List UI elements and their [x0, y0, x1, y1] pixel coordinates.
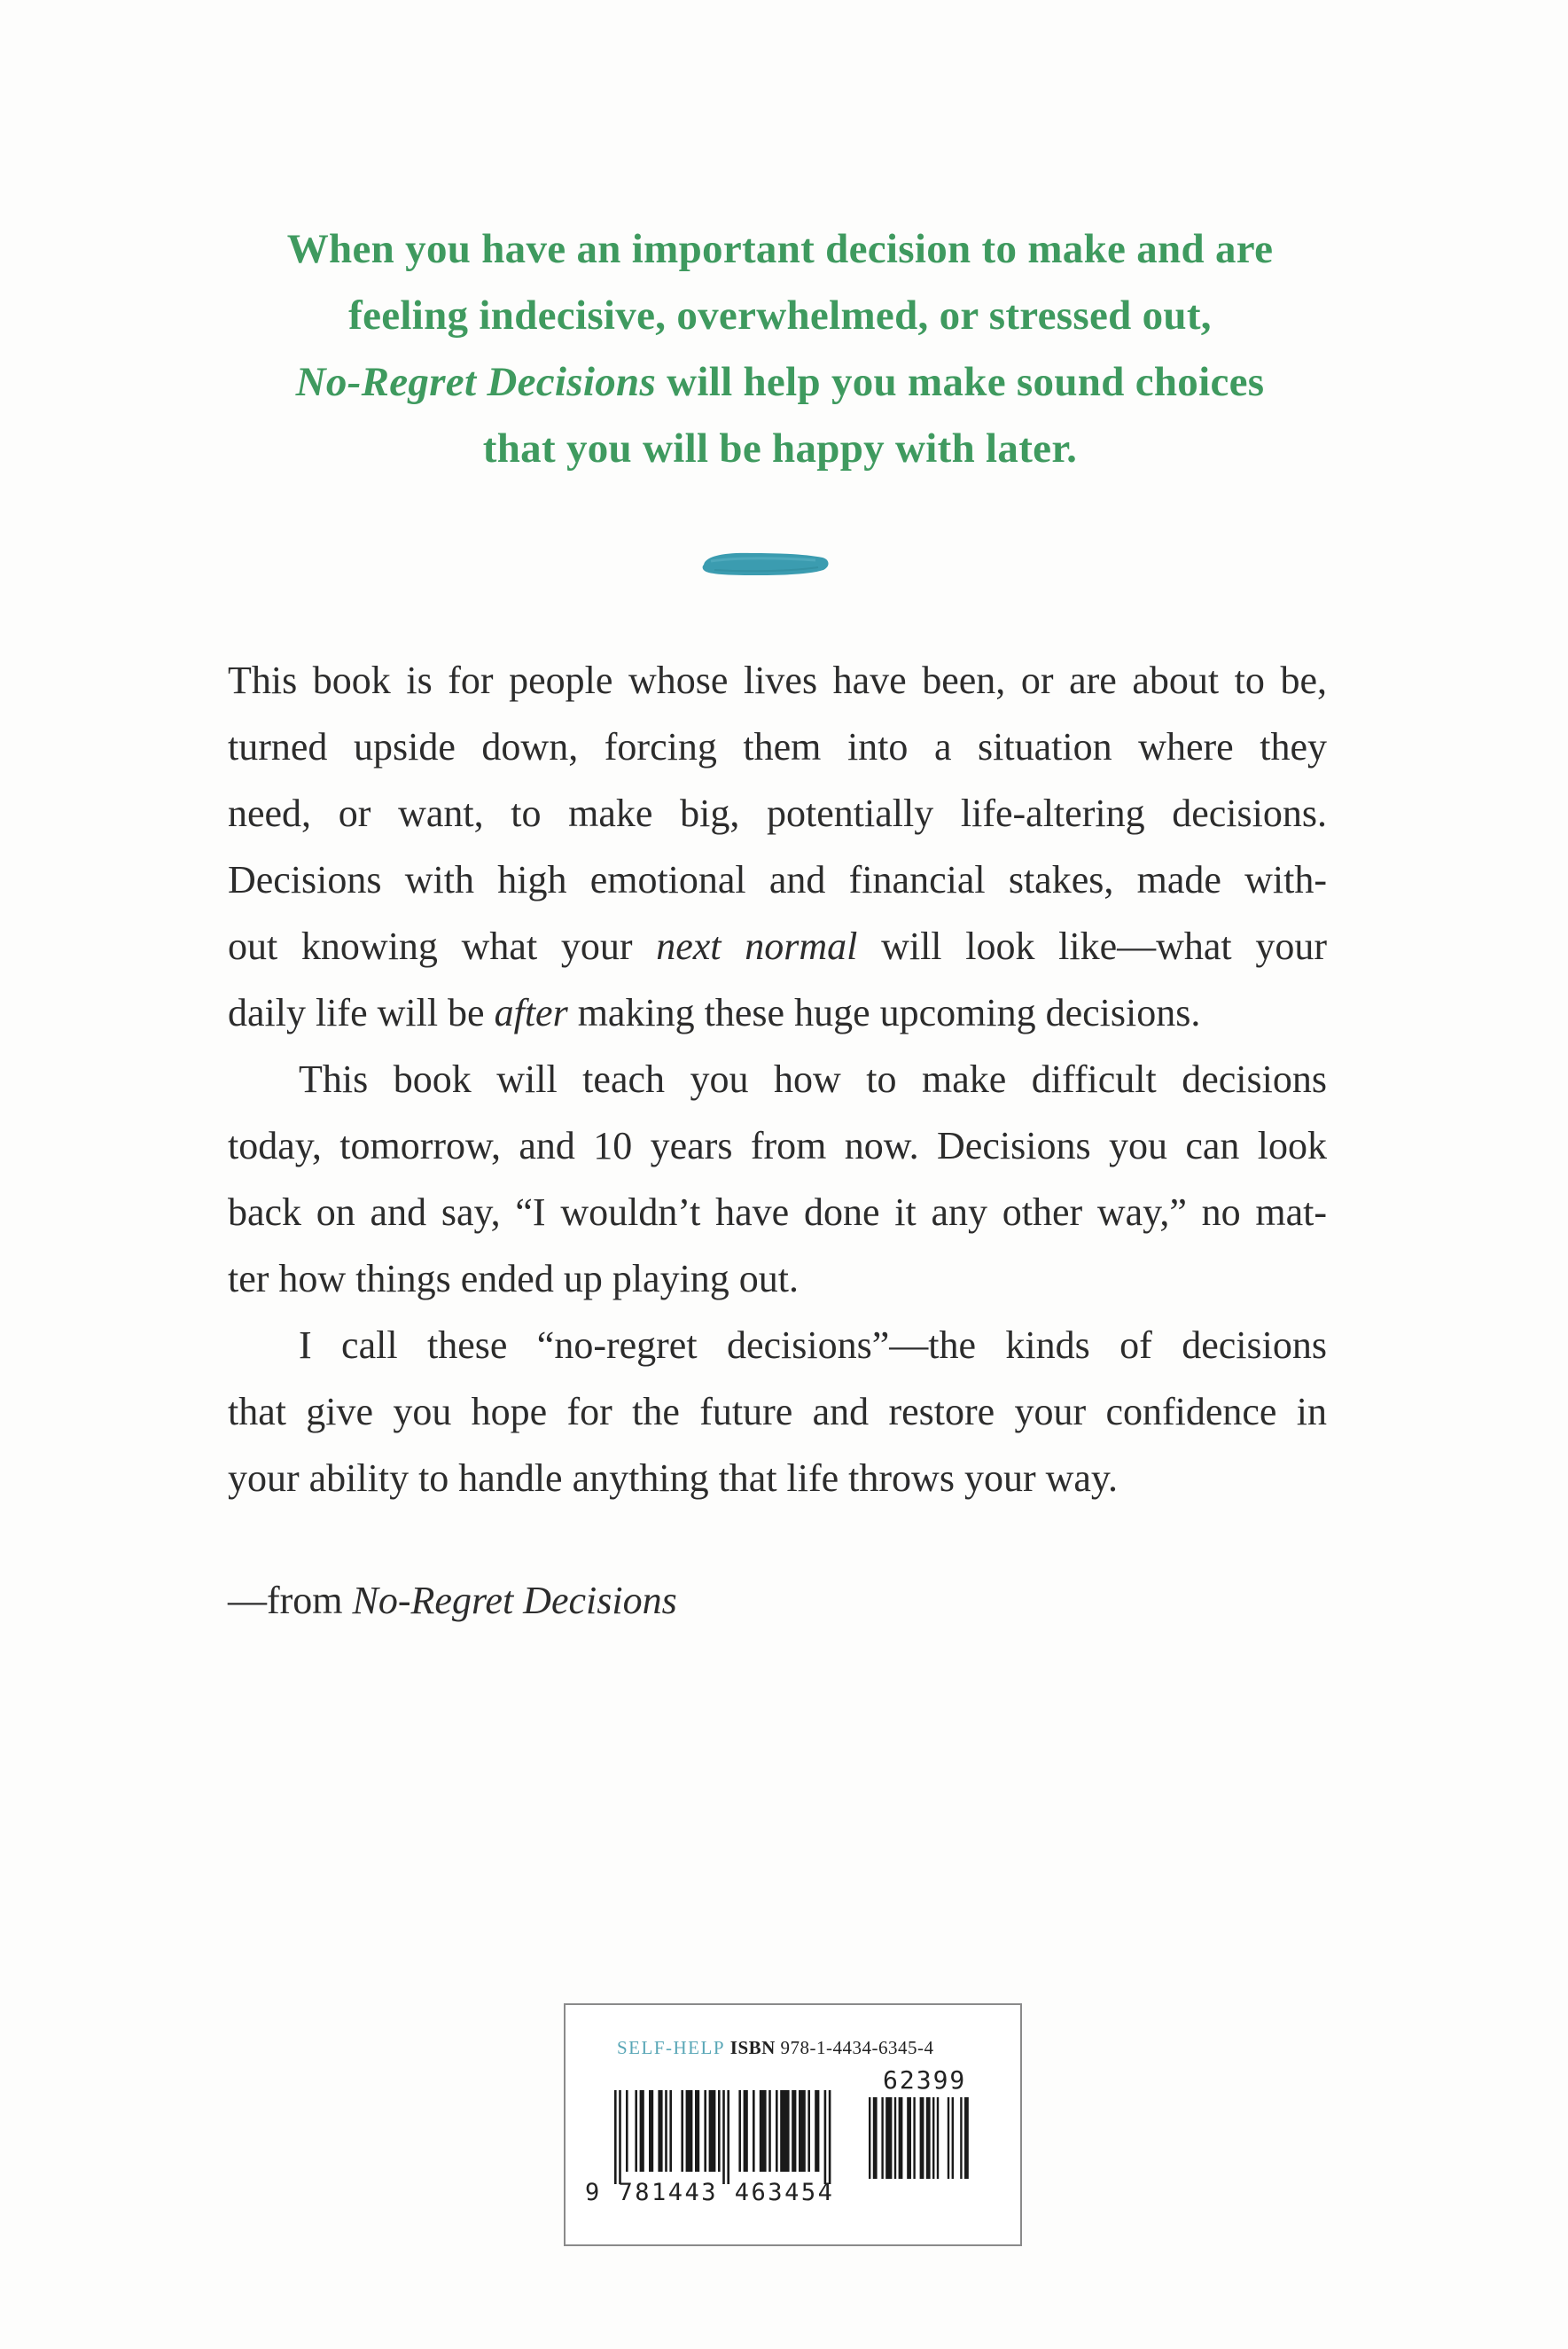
- attribution-book-title: No-Regret Decisions: [352, 1579, 677, 1622]
- barcode-bar: [952, 2097, 954, 2179]
- barcode-header: [617, 2037, 934, 2059]
- barcode-bar: [894, 2097, 896, 2179]
- body-p1-line-6: [228, 979, 1327, 1046]
- addon-barcode: [869, 2097, 984, 2188]
- body-p2-line-4: ter how things ended up playing out.: [228, 1257, 800, 1300]
- body-p3-line-2: that give you hope for the future and restore your confidence in: [228, 1390, 1327, 1433]
- barcode-bar: [937, 2097, 939, 2179]
- body-p2-line-1: This book will teach you how to make difficult decisions: [299, 1057, 1327, 1101]
- tagline-line-4: that you will be happy with later.: [482, 425, 1078, 472]
- body-p1-line-4: Decisions with high emotional and financial stakes, made with-: [228, 858, 1327, 901]
- body-p3-line-3: your ability to handle anything that life throws your way.: [228, 1456, 1119, 1500]
- tagline-line-3-rest: will help you make sound choices: [656, 359, 1265, 405]
- barcode-bar: [824, 2090, 827, 2184]
- isbn-value: 978-1-4434-6345-4: [780, 2037, 934, 2058]
- body-p3-line-1: I call these “no-regret decisions”—the kinds of decisions: [299, 1323, 1327, 1367]
- body-p2-line-2: today, tomorrow, and 10 years from now. Decisions you can look: [228, 1124, 1327, 1167]
- tagline: [204, 216, 1356, 482]
- barcode-bar: [768, 2090, 771, 2172]
- barcode-bar: [727, 2090, 729, 2184]
- body-p1-line-6a: daily life will be: [228, 991, 495, 1034]
- brush-stroke-ornament: [698, 545, 831, 582]
- barcode-bar: [695, 2090, 699, 2172]
- body-p1-emphasis-next-normal: next normal: [656, 925, 858, 968]
- barcode-bar: [792, 2090, 796, 2172]
- barcode-bar: [619, 2090, 621, 2184]
- barcode-bar: [649, 2090, 653, 2172]
- barcode-bar: [960, 2097, 962, 2179]
- body-p1-line-5b: will look like—what your: [857, 925, 1328, 968]
- tagline-line-1: When you have an important decision to make and are: [286, 226, 1274, 272]
- body-p1-emphasis-after: after: [494, 991, 568, 1034]
- barcode-bar: [669, 2090, 672, 2172]
- body-p1-line-5: [228, 913, 1327, 979]
- barcode-bar: [718, 2090, 721, 2172]
- price-code: 62399: [883, 2065, 967, 2095]
- barcode-bar: [744, 2090, 748, 2172]
- body-p1-line-3: need, or want, to make big, potentially life-altering decisions.: [228, 792, 1327, 835]
- barcode-bar: [722, 2090, 725, 2184]
- tagline-line-2: feeling indecisive, overwhelmed, or stressed out,: [348, 293, 1212, 339]
- barcode-bar: [626, 2090, 628, 2172]
- barcode-bar: [885, 2097, 892, 2179]
- barcode-bar: [709, 2090, 716, 2172]
- barcode-bar: [881, 2097, 883, 2179]
- barcode-bar: [869, 2097, 870, 2179]
- barcode-bar: [753, 2090, 755, 2172]
- body-p1-line-2: turned upside down, forcing them into a situation where they: [228, 725, 1327, 769]
- barcode-bar: [640, 2090, 644, 2172]
- barcode-box: [564, 2003, 1022, 2246]
- attribution-prefix: —from: [228, 1579, 353, 1622]
- body-text: [228, 647, 1327, 1511]
- barcode-bar: [932, 2097, 934, 2179]
- barcode-bar: [776, 2090, 778, 2172]
- body-p1-line-1: This book is for people whose lives have been, or are about to be,: [228, 659, 1327, 702]
- body-p2-line-3: back on and say, “I wouldn’t have done it any other way,” no mat-: [228, 1190, 1327, 1234]
- isbn-label: ISBN: [729, 2037, 776, 2058]
- barcode-bar: [704, 2090, 706, 2172]
- barcode-bar: [780, 2090, 789, 2172]
- barcode-bar: [686, 2090, 693, 2172]
- category-label: SELF-HELP: [617, 2037, 726, 2058]
- barcode-bar: [899, 2097, 903, 2179]
- barcode-bar: [658, 2090, 662, 2172]
- barcode-bar: [964, 2097, 969, 2179]
- body-p1-line-6b: making these huge upcoming decisions.: [567, 991, 1201, 1034]
- barcode-bar: [815, 2090, 819, 2172]
- barcode-bar: [681, 2090, 683, 2172]
- barcode-bar: [920, 2097, 924, 2179]
- tagline-line-3: [204, 349, 1356, 416]
- barcode-bar: [614, 2090, 617, 2184]
- barcode-bar: [799, 2090, 806, 2172]
- barcode-bar: [807, 2090, 810, 2172]
- barcode-bar: [926, 2097, 931, 2179]
- main-barcode: [614, 2090, 854, 2188]
- barcode-bar: [948, 2097, 949, 2179]
- barcode-bar: [913, 2097, 915, 2179]
- barcode-bar: [665, 2090, 667, 2172]
- barcode-bar: [873, 2097, 878, 2179]
- barcode-digits: 9 781443 463454: [585, 2179, 835, 2206]
- tagline-book-title: No-Regret Decisions: [295, 359, 657, 405]
- attribution: [228, 1578, 677, 1623]
- body-p1-line-5a: out knowing what your: [228, 925, 657, 968]
- barcode-bar: [738, 2090, 741, 2172]
- barcode-bar: [760, 2090, 767, 2172]
- barcode-bar: [635, 2090, 637, 2172]
- barcode-bar: [829, 2090, 831, 2184]
- barcode-bar: [907, 2097, 911, 2179]
